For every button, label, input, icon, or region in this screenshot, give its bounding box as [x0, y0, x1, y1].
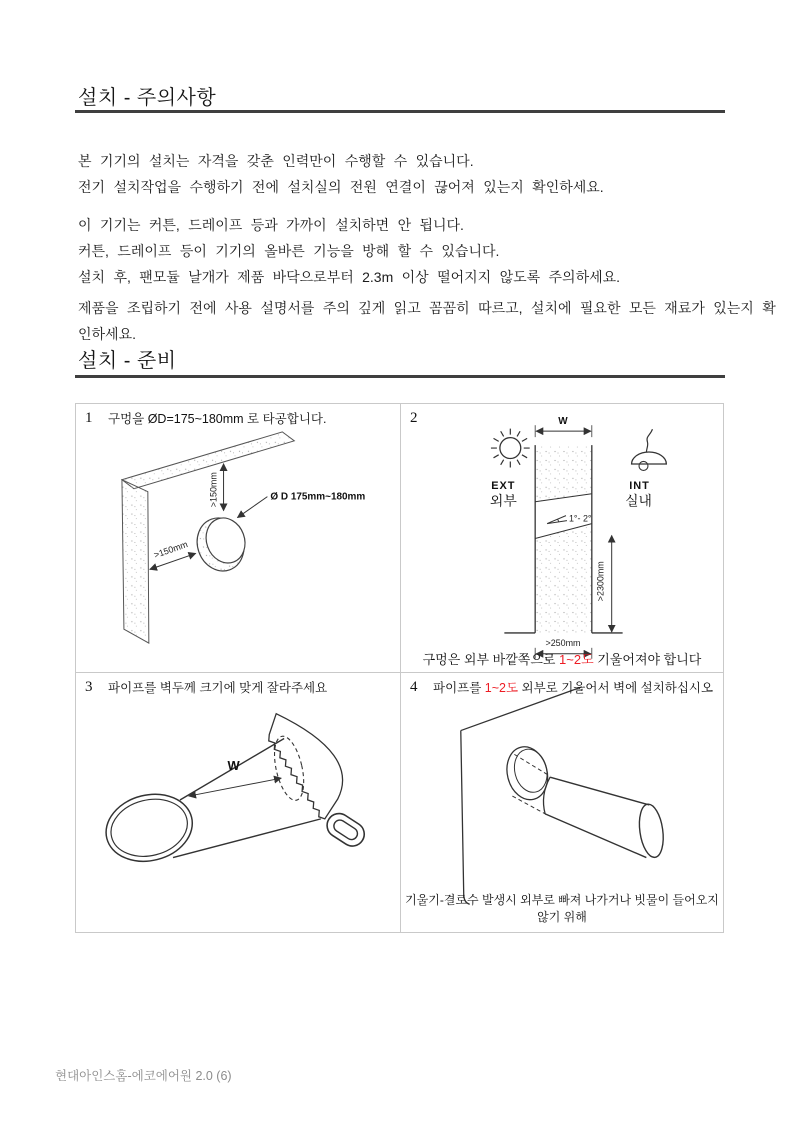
pipe-cutting-diagram — [76, 673, 400, 932]
step-4-header — [410, 680, 719, 696]
pipe — [543, 777, 666, 859]
step-4-caption: 기울기-결로수 발생시 외부로 빠져 나가거나 빗물이 들어오지 않기 위해 — [405, 893, 719, 924]
step-number: 3 — [85, 679, 93, 695]
step-number: 4 — [410, 679, 418, 695]
section-title-precautions: 설치 - 주의사항 — [78, 87, 217, 109]
installation-steps-grid — [75, 403, 724, 933]
width-dimension — [189, 758, 281, 796]
drilled-hole — [190, 511, 251, 577]
step-2-panel — [401, 404, 723, 673]
step-2-caption: 구멍은 외부 바깥쪽으로 1~2도 기울어져야 합니다 — [422, 652, 702, 667]
step-title: 구멍을 ØD=175~180mm 로 타공합니다. — [108, 412, 327, 426]
svg-text:>2300mm: >2300mm — [595, 561, 606, 602]
pendant-lamp-icon — [632, 429, 667, 470]
dimension-arrow-side — [150, 539, 196, 569]
pipe — [99, 733, 321, 870]
step-title: 파이프를 1~2도 외부로 기울어서 벽에 설치하십시오 — [433, 681, 714, 695]
svg-text:1°- 2°: 1°- 2° — [568, 513, 592, 524]
interior-label-ko: 실내 — [625, 492, 652, 509]
paragraph-line: 커튼, 드레이프 등이 기기의 올바른 기능을 방해 할 수 있습니다. — [78, 243, 500, 259]
tilt-angle-highlight: 1~2도 — [484, 681, 519, 695]
paragraph-read-manual — [78, 295, 776, 347]
section-title-preparation: 설치 - 준비 — [78, 350, 177, 372]
svg-text:W: W — [227, 758, 240, 774]
paragraph-line: 본 기기의 설치는 자격을 갖춘 인력만이 수행할 수 있습니다. — [78, 153, 474, 169]
exterior-label-ko: 외부 — [489, 492, 517, 509]
paragraph-line: 인하세요. — [78, 326, 136, 342]
wall-hole — [502, 742, 553, 814]
tilt-angle-highlight: 1~2도 — [559, 652, 594, 667]
dimension-arrow-top — [209, 464, 224, 511]
paragraph-line: 제품을 조립하기 전에 사용 설명서를 주의 깊게 읽고 꼼꼼히 따르고, 설치에 필요한 모든 재료가 있는지 확 — [78, 300, 776, 316]
sun-icon — [491, 429, 530, 468]
wall-plane — [461, 687, 582, 904]
step-3-header — [85, 680, 396, 696]
wall-section-diagram — [401, 404, 723, 672]
angle-icon — [547, 514, 592, 524]
svg-text:>150mm: >150mm — [208, 472, 219, 508]
step-3-panel — [76, 673, 401, 932]
wall-hole-diagram — [76, 404, 400, 672]
step-4-panel — [401, 673, 723, 932]
svg-text:>250mm: >250mm — [545, 637, 581, 648]
wall-column — [535, 445, 592, 633]
svg-text:Ø D 175mm~180mm: Ø D 175mm~180mm — [270, 491, 366, 503]
step-title: 파이프를 벽두께 크기에 맞게 잘라주세요 — [108, 681, 328, 695]
svg-text:>150mm: >150mm — [152, 539, 189, 561]
step-1-header — [85, 411, 396, 427]
svg-text:W: W — [558, 416, 568, 428]
step-number: 2 — [410, 410, 418, 426]
height-dimension — [596, 536, 612, 632]
step-number: 1 — [85, 410, 93, 426]
exterior-label-en: EXT — [491, 479, 516, 492]
title-rule — [75, 375, 725, 378]
step-2-header — [410, 411, 719, 426]
saw-icon — [269, 714, 369, 851]
hole-diameter-label — [238, 492, 366, 518]
title-rule — [75, 110, 725, 113]
paragraph-line: 전기 설치작업을 수행하기 전에 설치실의 전원 연결이 끊어져 있는지 확인하세요. — [78, 179, 604, 195]
paragraph-line: 이 기기는 커튼, 드레이프 등과 가까이 설치하면 안 됩니다. — [78, 217, 464, 233]
paragraph-curtains-warning — [78, 212, 620, 290]
paragraph-qualified-personnel — [78, 148, 604, 200]
step-1-panel — [76, 404, 401, 673]
interior-label-en: INT — [629, 479, 650, 492]
saw-handle — [323, 809, 369, 851]
page-footer: 현대아인스홈-에코에어원 2.0 (6) — [55, 1069, 232, 1083]
paragraph-line: 설치 후, 팬모듈 날개가 제품 바닥으로부터 2.3m 이상 떨어지지 않도록 주의하세요. — [78, 269, 621, 285]
